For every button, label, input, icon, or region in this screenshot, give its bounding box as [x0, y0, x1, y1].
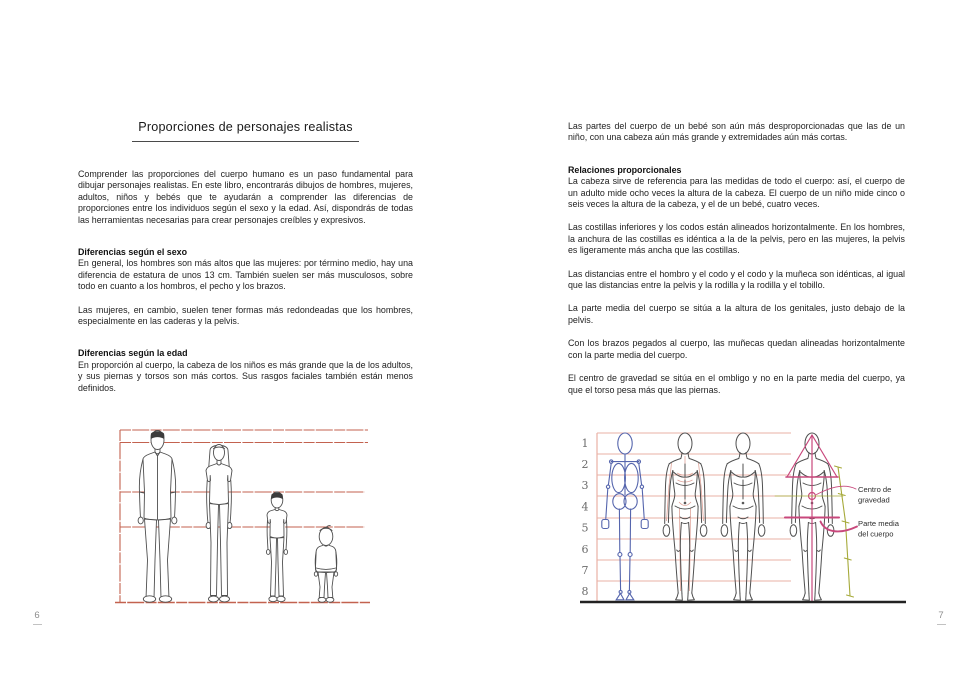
- head-unit-lines: [597, 433, 791, 602]
- sketch-man: [138, 431, 177, 603]
- page-title: Proporciones de personajes realistas: [132, 120, 358, 142]
- section-heading-sex: Diferencias según el sexo: [78, 247, 188, 258]
- svg-text:gravedad: gravedad: [858, 495, 890, 505]
- paragraph: La cabeza sirve de referencia para las medidas de todo el cuerpo: así, el cuerpo de un adulto mide ocho veces la altura de la cabeza. El cuerpo de un niño mide cinco o seis veces la altura de la cabeza, y el de un bebé, cuatro veces.: [568, 176, 905, 210]
- anatomy-figure-with-construction-lines: [785, 433, 839, 602]
- figure-family-height-comparison: [100, 422, 425, 614]
- svg-text:4: 4: [581, 500, 589, 514]
- paragraph: La parte media del cuerpo se sitúa a la altura de los genitales, justo debajo de la pelvis.: [568, 303, 905, 325]
- page-number-right: 7: [934, 610, 948, 625]
- page-number-left: 6: [30, 610, 44, 625]
- svg-text:5: 5: [581, 521, 589, 535]
- section-heading-age: Diferencias según la edad: [78, 348, 188, 359]
- paragraph: En proporción al cuerpo, la cabeza de los niños es más grande que la de los adultos, y sus piernas y torsos son más cortos. Sus rasgos faciales también están menos definidos.: [78, 359, 413, 393]
- section-heading-relations: Relaciones proporcionales: [568, 164, 682, 175]
- svg-text:6: 6: [581, 543, 589, 556]
- title-wrap: [78, 118, 413, 142]
- intro-paragraph: Comprender las proporciones del cuerpo humano es un paso fundamental para dibujar personajes realistas. En este libro, encontrarás dibujos de hombres, mujeres, adultos, niños y bebés que te ayudarán a comprender las diferencias de proporciones entre los individuos según el sexo y la edad. Así, dispondrás de todas las herramientas necesarias para crear personajes creíbles y expresivos.: [78, 169, 413, 225]
- head-unit-numbers: [582, 437, 589, 598]
- anatomy-figure-clean: [721, 433, 765, 600]
- sketch-child: [266, 492, 287, 602]
- right-page-column: [568, 121, 905, 408]
- paragraph: En general, los hombres son más altos que las mujeres: por término medio, hay una diferencia de estatura de unos 13 cm. También suelen ser más musculosos, sobre todo en cuanto a los hombros, el pecho y los brazos.: [78, 258, 413, 292]
- paragraph: Las mujeres, en cambio, suelen tener formas más redondeadas que los hombres, especialmente en las caderas y la pelvis.: [78, 304, 413, 327]
- paragraph: Las costillas inferiores y los codos están alineados horizontalmente. En los hombres, la anchura de las costillas es idéntica a la de la pelvis, pero en las mujeres, la pelvis es ligeramente más ancha que las costillas.: [568, 222, 905, 256]
- page-number-tick: [33, 624, 42, 625]
- svg-text:7: 7: [581, 564, 589, 577]
- page-number-tick: [937, 624, 946, 625]
- figure-labels: [858, 485, 900, 539]
- mid-body-label: Parte media: [858, 519, 899, 528]
- skeleton-wireframe-figure: [602, 433, 648, 600]
- left-page-column: [78, 118, 413, 406]
- anatomy-figure-with-skeleton-overlay: [663, 433, 707, 600]
- svg-text:1: 1: [581, 437, 589, 450]
- svg-text:2: 2: [581, 458, 589, 471]
- figure-proportion-study: [575, 425, 915, 617]
- svg-text:8: 8: [581, 585, 589, 598]
- svg-text:3: 3: [581, 479, 589, 492]
- lead-paragraph: Las partes del cuerpo de un bebé son aún más desproporcionadas que las de un niño, con una cabeza aún más grande y extremidades aún más cortas.: [568, 121, 905, 143]
- center-of-gravity-label: Centro de: [858, 485, 892, 494]
- paragraph: Con los brazos pegados al cuerpo, las muñecas quedan alineadas horizontalmente con la parte media del cuerpo.: [568, 338, 905, 360]
- svg-text:del cuerpo: del cuerpo: [858, 529, 894, 539]
- sketch-woman: [206, 445, 232, 602]
- sketch-toddler: [314, 526, 337, 603]
- paragraph: El centro de gravedad se sitúa en el ombligo y no en la parte media del cuerpo, ya que el torso pesa más que las piernas.: [568, 373, 905, 395]
- paragraph: Las distancias entre el hombro y el codo y el codo y la muñeca son idénticas, al igual que las distancias entre la pelvis y la rodilla y la rodilla y el tobillo.: [568, 268, 905, 291]
